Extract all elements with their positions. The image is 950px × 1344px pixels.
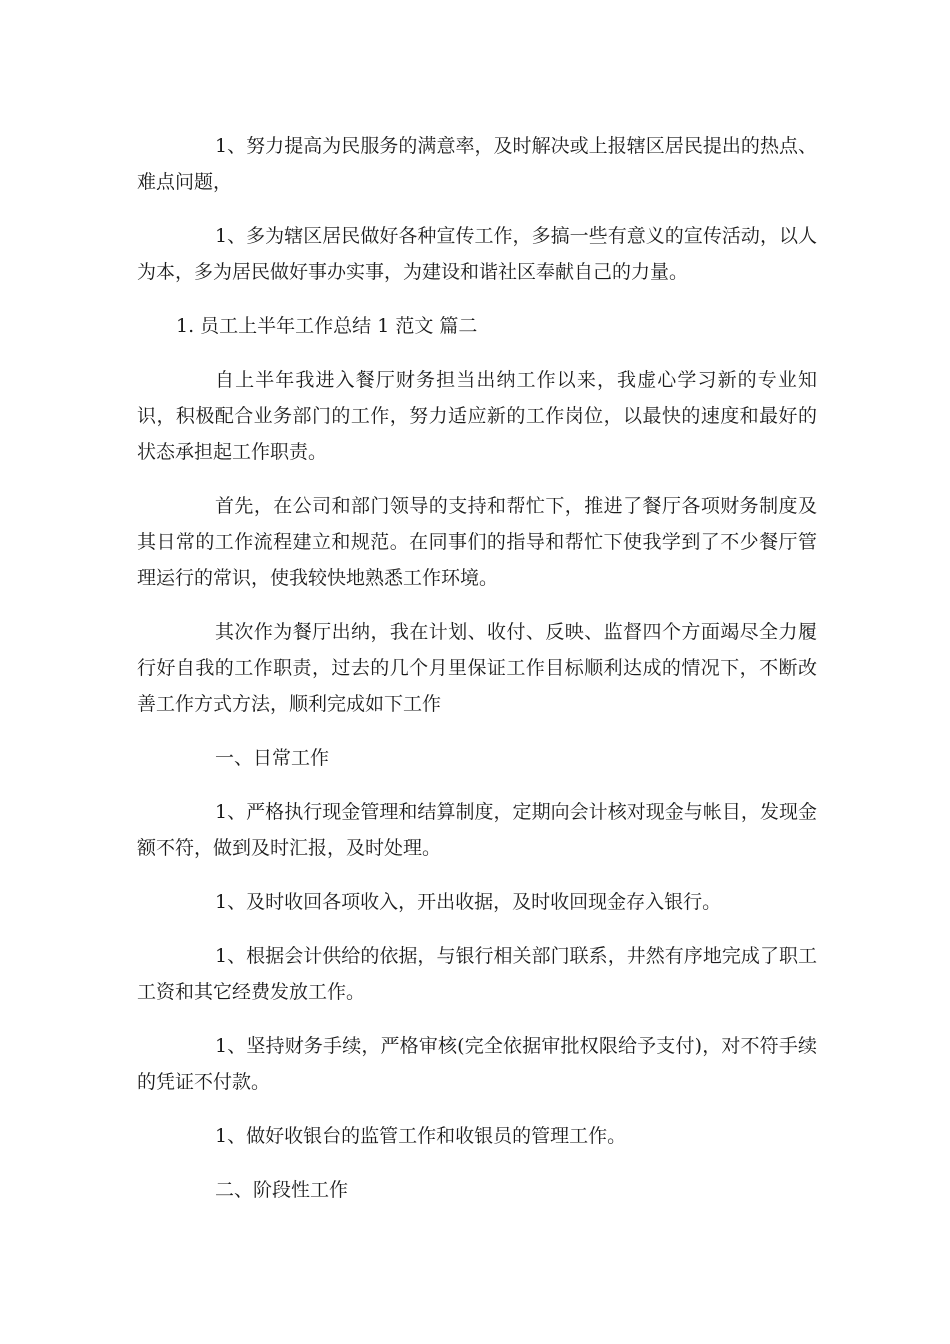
paragraph-4: 首先，在公司和部门领导的支持和帮忙下，推进了餐厅各项财务制度及其日常的工作流程建立和规范。在同事们的指导和帮忙下使我学到了不少餐厅管理运行的常识，使我较快地熟悉工作环境。 xyxy=(137,495,817,589)
paragraph-7: 1、及时收回各项收入，开出收据，及时收回现金存入银行。 xyxy=(215,891,722,913)
paragraph-1: 1、努力提高为民服务的满意率，及时解决或上报辖区居民提出的热点、难点问题， xyxy=(137,135,817,193)
document-body xyxy=(137,128,817,1226)
paragraph-9: 1、坚持财务手续，严格审核(完全依据审批权限给予支付)，对不符手续的凭证不付款。 xyxy=(137,1035,817,1093)
section-title: 1. 员工上半年工作总结 1 范文 篇二 xyxy=(176,315,478,337)
paragraph-10: 1、做好收银台的监管工作和收银员的管理工作。 xyxy=(215,1125,627,1147)
paragraph-5: 其次作为餐厅出纳，我在计划、收付、反映、监督四个方面竭尽全力履行好自我的工作职责，过去的几个月里保证工作目标顺利达成的情况下，不断改善工作方式方法，顺利完成如下工作 xyxy=(137,621,817,715)
heading-stage-work: 二、阶段性工作 xyxy=(215,1179,349,1201)
heading-daily-work: 一、日常工作 xyxy=(215,747,330,769)
paragraph-8: 1、根据会计供给的依据，与银行相关部门联系，井然有序地完成了职工工资和其它经费发放工作。 xyxy=(137,945,817,1003)
paragraph-6: 1、严格执行现金管理和结算制度，定期向会计核对现金与帐目，发现金额不符，做到及时汇报，及时处理。 xyxy=(137,801,817,859)
paragraph-2: 1、多为辖区居民做好各种宣传工作，多搞一些有意义的宣传活动，以人为本，多为居民做好事办实事，为建设和谐社区奉献自己的力量。 xyxy=(137,225,817,283)
paragraph-3: 自上半年我进入餐厅财务担当出纳工作以来，我虚心学习新的专业知识，积极配合业务部门的工作，努力适应新的工作岗位，以最快的速度和最好的状态承担起工作职责。 xyxy=(137,369,817,463)
